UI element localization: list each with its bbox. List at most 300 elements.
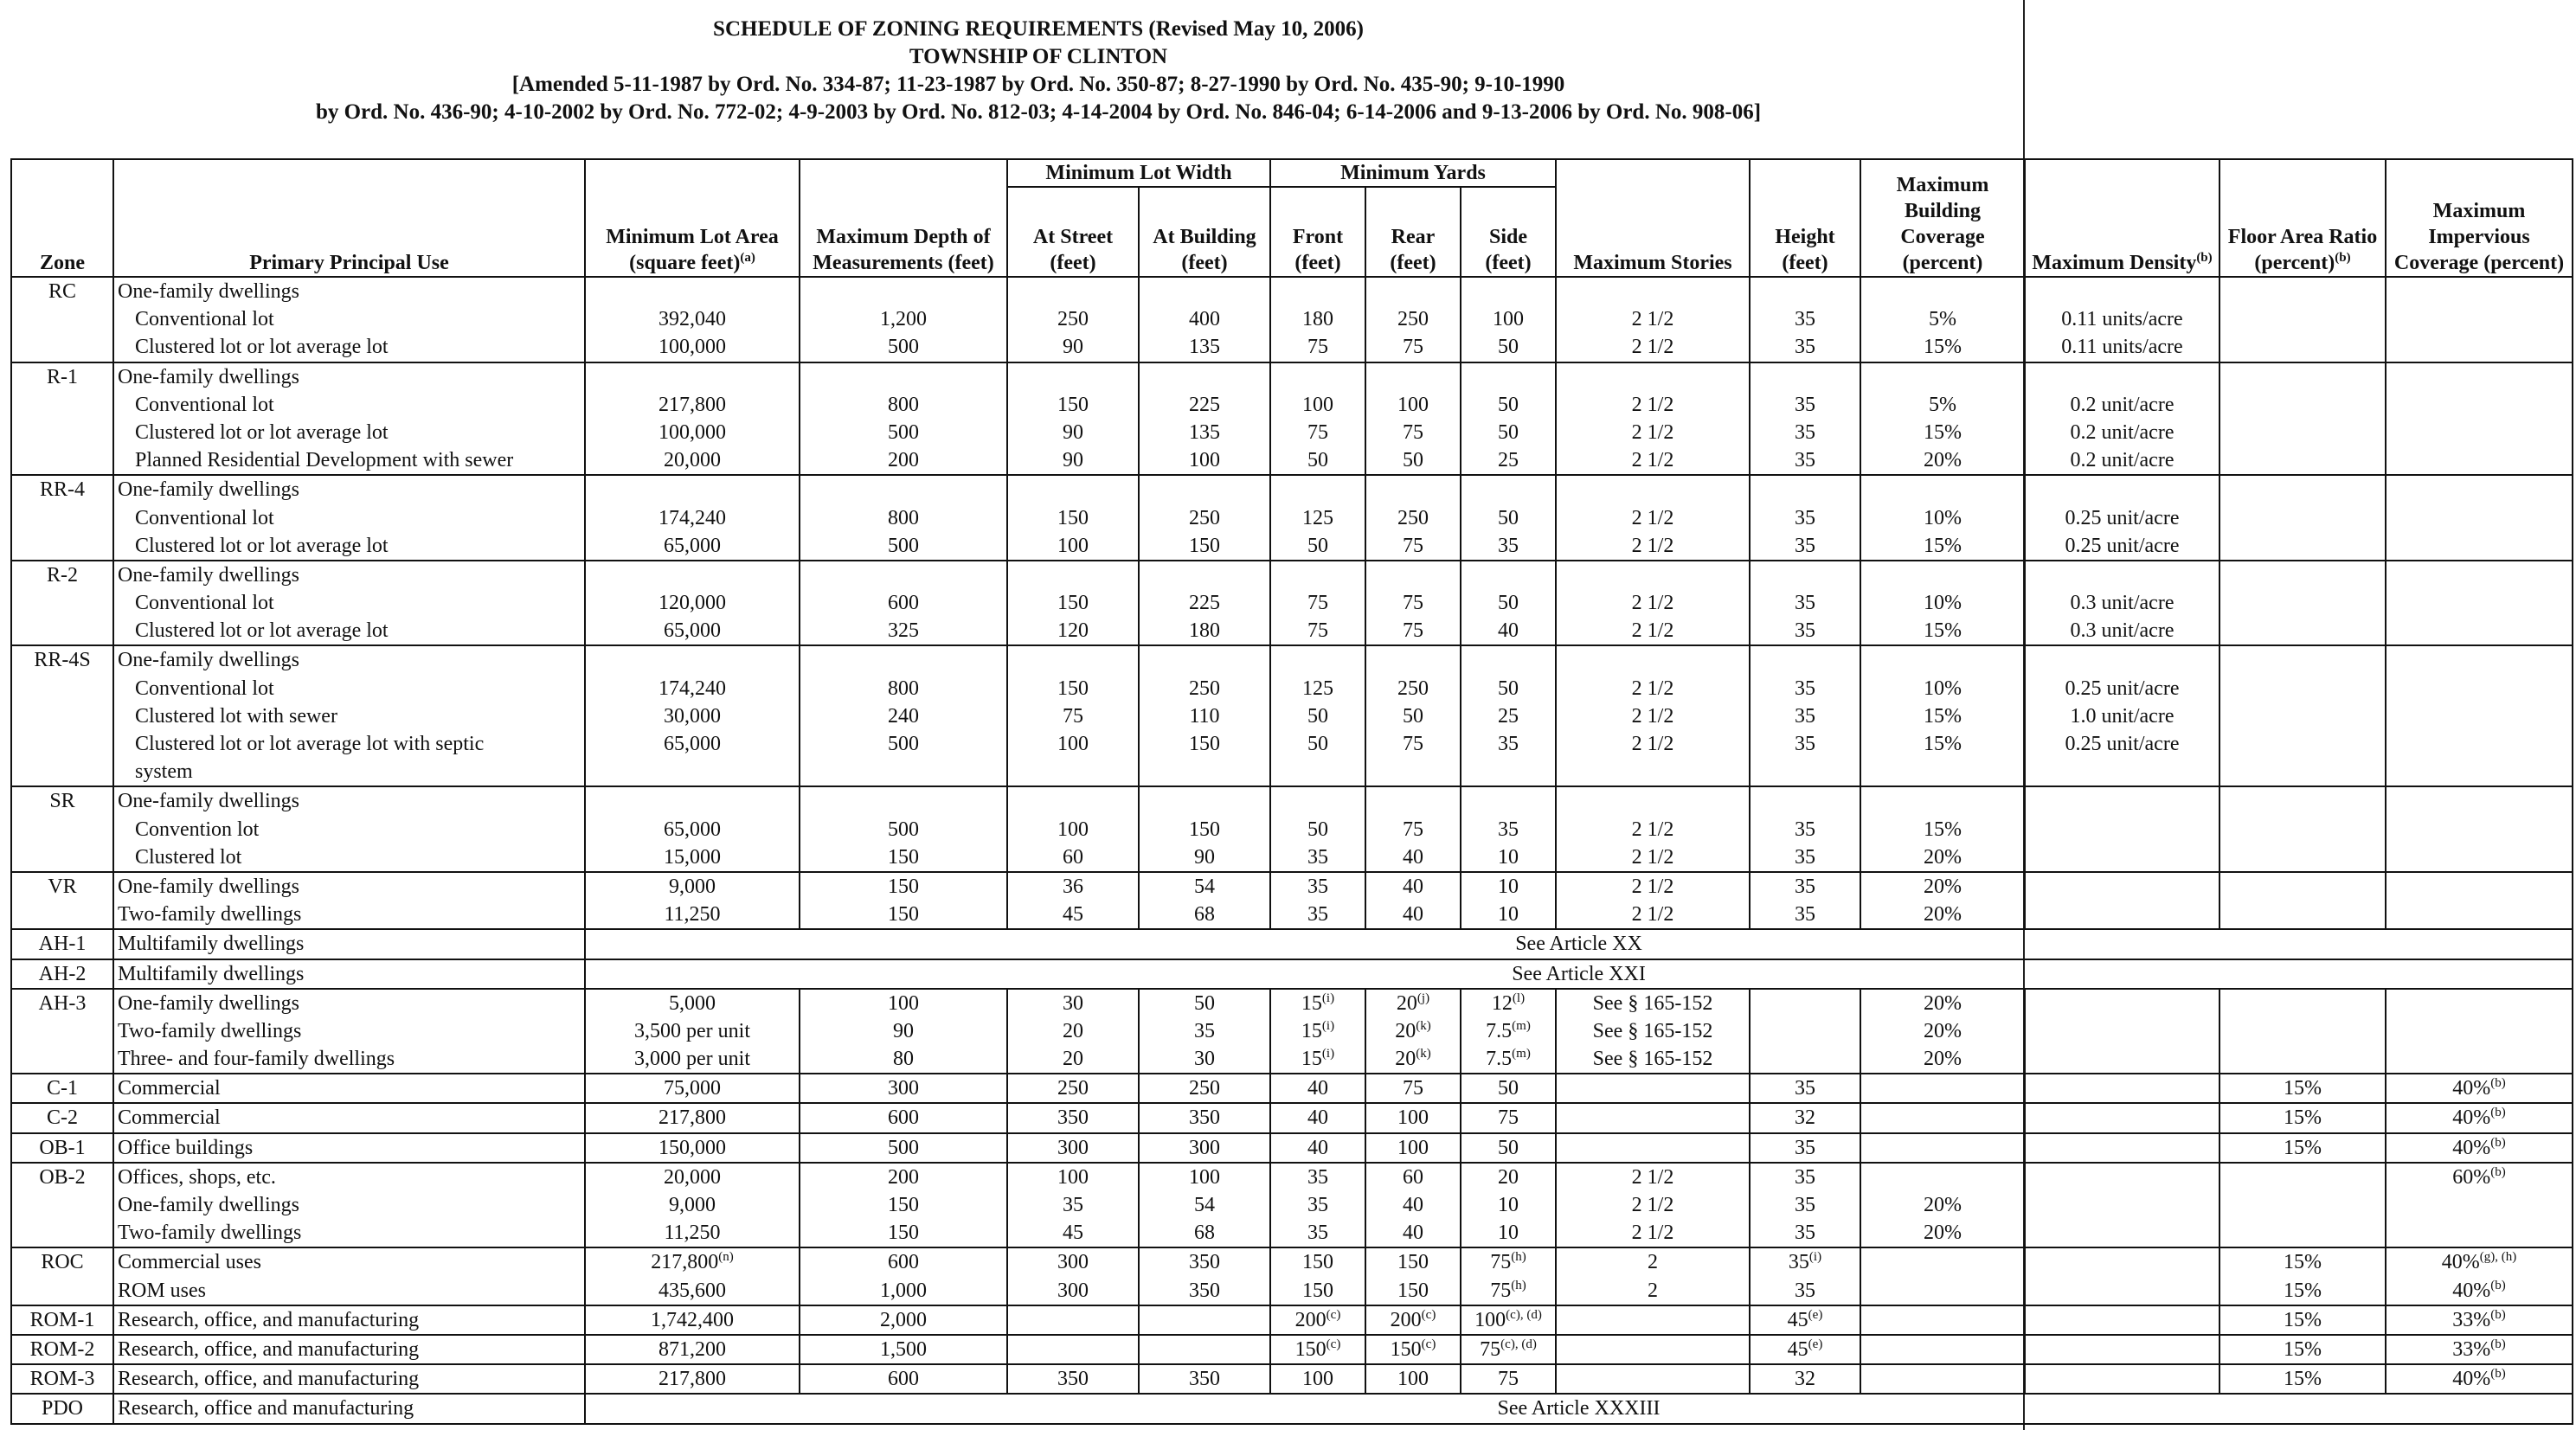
principal-use: One-family dwellings xyxy=(118,991,299,1015)
height-value xyxy=(1754,843,1856,871)
front-yard-value xyxy=(1275,1134,1361,1162)
coverage-value xyxy=(1865,843,2020,871)
density-value xyxy=(2029,1306,2215,1334)
height-value-cell xyxy=(1750,475,1860,561)
coverage-value-cell xyxy=(1860,1305,2025,1335)
lot-area-value-cell xyxy=(585,1335,800,1364)
side-yard-value-text: 25 xyxy=(1498,704,1519,728)
lot-area-value xyxy=(589,391,795,419)
front-yard-value-text: 35 xyxy=(1307,1222,1328,1245)
density-value xyxy=(2029,1219,2215,1247)
zone-code: AH-2 xyxy=(11,959,113,989)
stories-value xyxy=(1560,1336,1745,1363)
lot-area-value-text: 120,000 xyxy=(658,592,726,615)
stories-value-cell xyxy=(1556,1103,1750,1132)
at-building-value xyxy=(1143,589,1266,617)
schedule-title: SCHEDULE OF ZONING REQUIREMENTS (Revised May 10, 2006) xyxy=(713,17,1364,41)
at-building-value-cell xyxy=(1139,1335,1270,1364)
depth-value xyxy=(804,787,1003,815)
zone-row-rc xyxy=(11,277,2573,362)
at-street-value xyxy=(1012,1017,1134,1045)
col-header-impervious: Maximum Impervious Coverage (percent) xyxy=(2386,159,2573,277)
height-value-text: 35 xyxy=(1795,677,1815,700)
far-value-cell xyxy=(2219,1163,2386,1248)
density-value xyxy=(2029,1248,2215,1276)
density-value xyxy=(2029,532,2215,560)
impervious-value-cell xyxy=(2386,645,2573,786)
depth-value-cell xyxy=(800,645,1007,786)
coverage-value-cell xyxy=(1860,561,2025,646)
coverage-value-cell xyxy=(1860,1364,2025,1394)
lot-area-value-text: 217,800 xyxy=(658,393,726,416)
front-yard-value-text: 125 xyxy=(1302,677,1333,700)
impervious-value xyxy=(2390,1219,2568,1247)
impervious-value xyxy=(2390,476,2568,503)
lot-area-value xyxy=(589,873,795,901)
rear-yard-value xyxy=(1370,646,1456,674)
article-reference: See Article XXXIII xyxy=(585,1394,2573,1423)
coverage-value xyxy=(1865,758,2020,786)
coverage-value xyxy=(1865,1134,2020,1162)
principal-use: system xyxy=(135,760,193,784)
lot-area-value xyxy=(589,446,795,474)
depth-value xyxy=(804,816,1003,843)
at-building-value xyxy=(1143,816,1266,843)
zone-row-pdo xyxy=(11,1394,2573,1423)
zoning-requirements-table xyxy=(10,158,2573,1425)
coverage-value-cell xyxy=(1860,645,2025,786)
density-value-text: 0.2 unit/acre xyxy=(2070,393,2175,416)
density-value xyxy=(2029,1336,2215,1363)
far-value xyxy=(2224,646,2381,674)
at-building-value xyxy=(1143,1017,1266,1045)
rear-yard-value-cell xyxy=(1365,1364,1461,1394)
coverage-value-text: 15% xyxy=(1924,704,1962,728)
rear-yard-value xyxy=(1370,1045,1456,1073)
height-value xyxy=(1754,1134,1856,1162)
impervious-value xyxy=(2390,1248,2568,1276)
at-street-value-cell xyxy=(1007,1133,1139,1163)
footnote-ref: (b) xyxy=(2490,1367,2506,1382)
depth-value-cell xyxy=(800,1163,1007,1248)
front-yard-value-cell xyxy=(1270,1163,1365,1248)
height-value xyxy=(1754,873,1856,901)
front-yard-value-text: 75 xyxy=(1307,336,1328,359)
zone-code: RC xyxy=(11,277,113,362)
zone-code: C-1 xyxy=(11,1074,113,1103)
rear-yard-value xyxy=(1370,589,1456,617)
impervious-value xyxy=(2390,305,2568,333)
front-yard-value-cell xyxy=(1270,362,1365,476)
rear-yard-value-text: 40 xyxy=(1403,1222,1423,1245)
lot-area-value-cell xyxy=(585,645,800,786)
at-street-value-cell xyxy=(1007,786,1139,872)
stories-value xyxy=(1560,561,1745,589)
at-building-value-text: 225 xyxy=(1189,393,1220,416)
depth-value-text: 600 xyxy=(888,1251,919,1274)
side-yard-value xyxy=(1465,419,1551,446)
rear-yard-value-text: 75 xyxy=(1403,818,1423,841)
coverage-value xyxy=(1865,278,2020,305)
density-value-cell xyxy=(2025,277,2219,362)
depth-value xyxy=(804,1277,1003,1305)
far-value-text: 15% xyxy=(2284,1279,2322,1302)
stories-value-cell xyxy=(1556,561,1750,646)
principal-use-cell xyxy=(113,1247,585,1305)
lot-area-value xyxy=(589,1277,795,1305)
coverage-value-cell xyxy=(1860,872,2025,929)
coverage-value-text: 10% xyxy=(1924,506,1962,529)
depth-value xyxy=(804,1248,1003,1276)
at-street-value xyxy=(1012,730,1134,758)
side-yard-value-text: 35 xyxy=(1498,534,1519,557)
principal-use: Conventional lot xyxy=(135,592,274,615)
principal-use: Research, office, and manufacturing xyxy=(118,1368,420,1391)
zone-code: RR-4 xyxy=(11,475,113,561)
at-street-value xyxy=(1012,1336,1134,1363)
at-street-value xyxy=(1012,1219,1134,1247)
lot-area-value xyxy=(589,1104,795,1132)
at-building-value-text: 150 xyxy=(1189,733,1220,755)
footnote-ref: (k) xyxy=(1416,1018,1431,1033)
side-yard-value xyxy=(1465,646,1551,674)
height-value-text: 35 xyxy=(1795,875,1815,898)
side-yard-value-cell xyxy=(1461,1335,1556,1364)
footnote-ref: (m) xyxy=(1512,1018,1531,1033)
coverage-value xyxy=(1865,363,2020,391)
at-street-value-text: 350 xyxy=(1057,1106,1089,1130)
stories-value-cell xyxy=(1556,786,1750,872)
coverage-value xyxy=(1865,646,2020,674)
at-building-value-text: 35 xyxy=(1194,1019,1215,1042)
at-street-value xyxy=(1012,305,1134,333)
at-street-value xyxy=(1012,1277,1134,1305)
depth-value-text: 240 xyxy=(888,704,919,728)
at-street-value-text: 45 xyxy=(1063,903,1083,927)
footnote-ref: (h) xyxy=(1511,1278,1526,1292)
lot-area-value-cell xyxy=(585,1103,800,1132)
rear-yard-value-cell xyxy=(1365,786,1461,872)
side-yard-value-text: 75 xyxy=(1498,1368,1519,1391)
col-header-rear: Rear (feet) xyxy=(1365,187,1461,277)
at-street-value-text: 90 xyxy=(1063,336,1083,359)
at-building-value xyxy=(1143,617,1266,644)
principal-use-cell xyxy=(113,362,585,476)
stories-value xyxy=(1560,816,1745,843)
front-yard-value-cell xyxy=(1270,277,1365,362)
height-value xyxy=(1754,1017,1856,1045)
zone-code: ROC xyxy=(11,1247,113,1305)
front-yard-value-text: 180 xyxy=(1302,308,1333,331)
coverage-value-text: 20% xyxy=(1924,1194,1962,1217)
at-street-value-text: 150 xyxy=(1057,677,1089,700)
depth-value-text: 1,200 xyxy=(880,308,927,331)
principal-use: Conventional lot xyxy=(135,677,274,700)
far-value xyxy=(2224,305,2381,333)
principal-use: Clustered lot with sewer xyxy=(135,704,337,728)
zone-code: PDO xyxy=(11,1394,113,1423)
stories-value xyxy=(1560,363,1745,391)
impervious-value-cell xyxy=(2386,1364,2573,1394)
at-street-value xyxy=(1012,1365,1134,1393)
height-value-cell xyxy=(1750,1364,1860,1394)
stories-value xyxy=(1560,1248,1745,1276)
col-header-depth: Maximum Depth of Measurements (feet) xyxy=(800,159,1007,277)
at-street-value xyxy=(1012,561,1134,589)
depth-value xyxy=(804,617,1003,644)
lot-area-value-text: 871,200 xyxy=(658,1338,726,1362)
principal-use-cell xyxy=(113,1074,585,1103)
impervious-value-cell xyxy=(2386,1335,2573,1364)
height-value xyxy=(1754,617,1856,644)
depth-value-text: 150 xyxy=(888,1194,919,1217)
stories-value-text: 2 1/2 xyxy=(1631,903,1674,927)
side-yard-value xyxy=(1465,1134,1551,1162)
density-value xyxy=(2029,363,2215,391)
stories-value-cell xyxy=(1556,1305,1750,1335)
density-value xyxy=(2029,1191,2215,1219)
zone-code: ROM-2 xyxy=(11,1335,113,1364)
depth-value-text: 500 xyxy=(888,534,919,557)
coverage-value xyxy=(1865,1336,2020,1363)
zone-code: AH-1 xyxy=(11,929,113,959)
rear-yard-value xyxy=(1370,333,1456,361)
density-value xyxy=(2029,787,2215,815)
stories-value-cell xyxy=(1556,872,1750,929)
lot-area-value xyxy=(589,730,795,758)
impervious-value xyxy=(2390,990,2568,1017)
depth-value-cell xyxy=(800,475,1007,561)
coverage-value-text: 20% xyxy=(1924,1222,1962,1245)
front-yard-value-text: 35 xyxy=(1307,1165,1328,1189)
col-header-lot-area: Minimum Lot Area (square feet)$^{(a)}$ xyxy=(585,159,800,277)
height-value-text: 35 xyxy=(1788,1251,1809,1274)
density-value-text: 0.11 units/acre xyxy=(2061,336,2183,359)
depth-value xyxy=(804,702,1003,730)
zone-row-rom-2 xyxy=(11,1335,2573,1364)
rear-yard-value-cell xyxy=(1365,1074,1461,1103)
front-yard-value xyxy=(1275,589,1361,617)
stories-value-text: See § 165-152 xyxy=(1592,1019,1713,1042)
front-yard-value-cell xyxy=(1270,475,1365,561)
lot-area-value-text: 65,000 xyxy=(664,733,721,755)
depth-value-text: 200 xyxy=(888,449,919,472)
at-street-value xyxy=(1012,278,1134,305)
footnote-ref: (b) xyxy=(2490,1307,2506,1322)
height-value xyxy=(1754,1306,1856,1334)
coverage-value-cell xyxy=(1860,1335,2025,1364)
at-building-value-text: 350 xyxy=(1189,1279,1220,1302)
at-building-value-text: 350 xyxy=(1189,1106,1220,1130)
principal-use: Two-family dwellings xyxy=(118,1222,302,1245)
col-header-side: Side (feet) xyxy=(1461,187,1556,277)
at-building-value xyxy=(1143,1277,1266,1305)
impervious-value xyxy=(2390,758,2568,786)
principal-use-cell xyxy=(113,1394,585,1423)
at-building-value xyxy=(1143,646,1266,674)
rear-yard-value xyxy=(1370,532,1456,560)
at-street-value xyxy=(1012,1104,1134,1132)
at-building-value xyxy=(1143,787,1266,815)
density-value xyxy=(2029,333,2215,361)
stories-value xyxy=(1560,873,1745,901)
side-yard-value-text: 35 xyxy=(1498,733,1519,755)
depth-value-text: 600 xyxy=(888,1368,919,1391)
impervious-value xyxy=(2390,1104,2568,1132)
far-value-cell xyxy=(2219,1074,2386,1103)
at-building-value-text: 400 xyxy=(1189,308,1220,331)
density-value xyxy=(2029,589,2215,617)
at-building-value xyxy=(1143,391,1266,419)
far-value-cell xyxy=(2219,1133,2386,1163)
principal-use: Clustered lot xyxy=(135,845,242,869)
principal-use: One-family dwellings xyxy=(118,875,299,898)
stories-value-cell xyxy=(1556,989,1750,1074)
density-value-cell xyxy=(2025,786,2219,872)
density-value xyxy=(2029,816,2215,843)
col-header-stories: Maximum Stories xyxy=(1556,159,1750,277)
at-building-value-text: 50 xyxy=(1194,991,1215,1015)
rear-yard-value-text: 250 xyxy=(1397,677,1429,700)
coverage-value-cell xyxy=(1860,1133,2025,1163)
far-value-text: 15% xyxy=(2284,1106,2322,1130)
rear-yard-value xyxy=(1370,873,1456,901)
side-yard-value-text: 25 xyxy=(1498,449,1519,472)
principal-use-cell xyxy=(113,1103,585,1132)
at-street-value xyxy=(1012,532,1134,560)
principal-use: One-family dwellings xyxy=(118,365,299,388)
col-header-density: Maximum Density$^{(b)}$ xyxy=(2025,159,2219,277)
height-value xyxy=(1754,1074,1856,1102)
side-yard-value xyxy=(1465,617,1551,644)
height-value-text: 35 xyxy=(1795,308,1815,331)
density-value xyxy=(2029,476,2215,503)
lot-area-value-text: 435,600 xyxy=(658,1279,726,1302)
coverage-value xyxy=(1865,419,2020,446)
coverage-value-text: 20% xyxy=(1924,1019,1962,1042)
depth-value xyxy=(804,1164,1003,1191)
height-value-cell xyxy=(1750,1247,1860,1305)
coverage-value xyxy=(1865,589,2020,617)
coverage-value xyxy=(1865,1045,2020,1073)
impervious-value-cell xyxy=(2386,362,2573,476)
side-yard-value xyxy=(1465,589,1551,617)
impervious-value xyxy=(2390,532,2568,560)
front-yard-value-cell xyxy=(1270,1364,1365,1394)
rear-yard-value-cell xyxy=(1365,1133,1461,1163)
coverage-value xyxy=(1865,1306,2020,1334)
impervious-value xyxy=(2390,589,2568,617)
impervious-value-text: 40% xyxy=(2441,1251,2480,1274)
height-value-cell xyxy=(1750,872,1860,929)
at-building-value-cell xyxy=(1139,1074,1270,1103)
at-building-value xyxy=(1143,1219,1266,1247)
side-yard-value-text: 12 xyxy=(1491,991,1513,1015)
impervious-value-cell xyxy=(2386,1133,2573,1163)
depth-value-cell xyxy=(800,362,1007,476)
stories-value-cell xyxy=(1556,1364,1750,1394)
footnote-ref: (b) xyxy=(2490,1278,2506,1292)
impervious-value-text: 40% xyxy=(2452,1106,2491,1130)
at-building-value xyxy=(1143,1074,1266,1102)
far-value-cell xyxy=(2219,1305,2386,1335)
coverage-value xyxy=(1865,730,2020,758)
rear-yard-value-cell xyxy=(1365,645,1461,786)
rear-yard-value xyxy=(1370,702,1456,730)
lot-area-value-text: 150,000 xyxy=(658,1136,726,1159)
far-value-text: 15% xyxy=(2284,1368,2322,1391)
density-value xyxy=(2029,730,2215,758)
at-street-value-text: 300 xyxy=(1057,1279,1089,1302)
lot-area-value-cell xyxy=(585,362,800,476)
document-header xyxy=(0,16,2077,126)
height-value xyxy=(1754,1219,1856,1247)
height-value-text: 35 xyxy=(1795,420,1815,444)
coverage-value-text: 15% xyxy=(1924,619,1962,643)
density-value xyxy=(2029,561,2215,589)
at-street-value-text: 36 xyxy=(1063,875,1083,898)
stories-value xyxy=(1560,1306,1745,1334)
at-street-value-text: 45 xyxy=(1063,1222,1083,1245)
far-value xyxy=(2224,1336,2381,1363)
footnote-ref: (i) xyxy=(1321,1047,1335,1061)
far-value xyxy=(2224,816,2381,843)
density-value-cell xyxy=(2025,989,2219,1074)
depth-value-cell xyxy=(800,1335,1007,1364)
front-yard-value-cell xyxy=(1270,1335,1365,1364)
zone-row-roc xyxy=(11,1247,2573,1305)
height-value xyxy=(1754,1191,1856,1219)
density-value-text: 0.25 unit/acre xyxy=(2065,534,2180,557)
impervious-value xyxy=(2390,1336,2568,1363)
side-yard-value xyxy=(1465,1277,1551,1305)
stories-value xyxy=(1560,675,1745,702)
coverage-value xyxy=(1865,1365,2020,1393)
impervious-value-cell xyxy=(2386,277,2573,362)
side-yard-value-text: 75 xyxy=(1480,1338,1501,1362)
stories-value xyxy=(1560,646,1745,674)
height-value xyxy=(1754,305,1856,333)
at-street-value-cell xyxy=(1007,989,1139,1074)
footnote-ref: (b) xyxy=(2490,1076,2506,1091)
at-building-value xyxy=(1143,561,1266,589)
coverage-value-text: 20% xyxy=(1924,991,1962,1015)
principal-use: Convention lot xyxy=(135,818,260,841)
far-value-cell xyxy=(2219,1247,2386,1305)
depth-value xyxy=(804,476,1003,503)
impervious-value xyxy=(2390,1164,2568,1191)
at-street-value xyxy=(1012,446,1134,474)
height-value-cell xyxy=(1750,1133,1860,1163)
at-street-value xyxy=(1012,901,1134,928)
depth-value-cell xyxy=(800,786,1007,872)
rear-yard-value-text: 40 xyxy=(1403,1194,1423,1217)
coverage-value-text: 15% xyxy=(1924,818,1962,841)
lot-area-value xyxy=(589,1017,795,1045)
principal-use-cell xyxy=(113,277,585,362)
col-header-far: Floor Area Ratio (percent)$^{(b)}$ xyxy=(2219,159,2386,277)
height-value xyxy=(1754,589,1856,617)
coverage-value-cell xyxy=(1860,1074,2025,1103)
at-street-value-cell xyxy=(1007,277,1139,362)
front-yard-value xyxy=(1275,843,1361,871)
side-yard-value xyxy=(1465,1191,1551,1219)
far-value xyxy=(2224,702,2381,730)
far-value xyxy=(2224,1134,2381,1162)
principal-use-cell xyxy=(113,561,585,646)
zone-code: RR-4S xyxy=(11,645,113,786)
stories-value xyxy=(1560,504,1745,532)
